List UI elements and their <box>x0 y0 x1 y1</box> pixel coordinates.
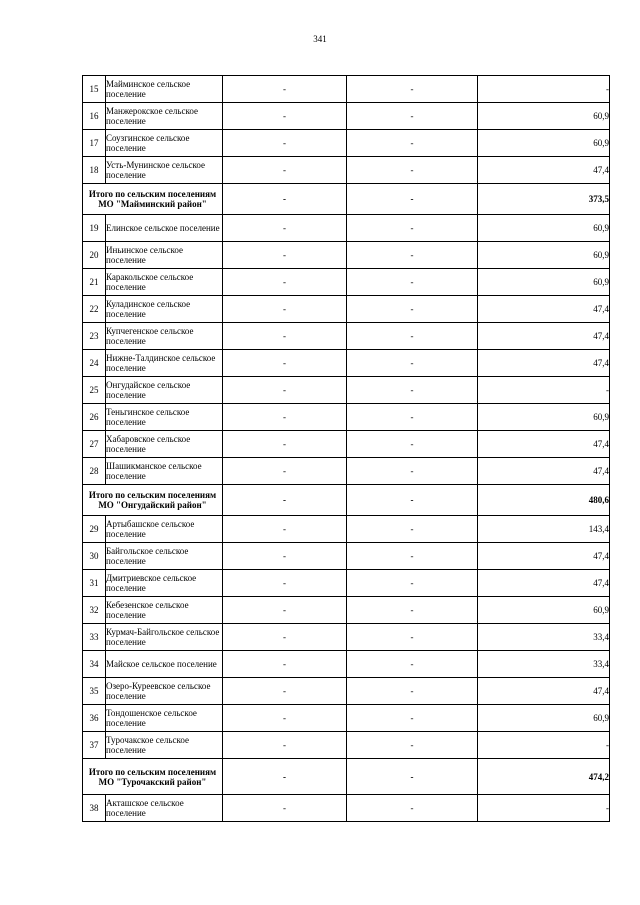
column-a-value: - <box>223 516 347 543</box>
column-a-value: - <box>223 458 347 485</box>
table-row <box>83 377 610 404</box>
subtotal-label: Итого по сельским поселениям МО "Майминский район" <box>83 184 223 215</box>
table-row <box>83 215 610 242</box>
column-b-value: - <box>347 759 478 795</box>
settlement-name: Куладинское сельское поселение <box>106 296 223 323</box>
row-number: 28 <box>83 458 106 485</box>
table-row <box>83 431 610 458</box>
column-b-value: - <box>347 651 478 678</box>
row-number: 18 <box>83 157 106 184</box>
column-c-value: 480,6 <box>478 485 610 516</box>
column-c-value: 47,4 <box>478 296 610 323</box>
column-a-value: - <box>223 597 347 624</box>
column-a-value: - <box>223 184 347 215</box>
table-row <box>83 157 610 184</box>
settlement-name: Курмач-Байгольское сельское поселение <box>106 624 223 651</box>
column-a-value: - <box>223 323 347 350</box>
settlement-name: Иньинское сельское поселение <box>106 242 223 269</box>
table-row <box>83 624 610 651</box>
column-c-value: 47,4 <box>478 543 610 570</box>
column-c-value: 60,9 <box>478 215 610 242</box>
column-b-value: - <box>347 732 478 759</box>
column-b-value: - <box>347 269 478 296</box>
subtotal-row <box>83 485 610 516</box>
column-a-value: - <box>223 76 347 103</box>
table-row <box>83 651 610 678</box>
subtotal-label: Итого по сельским поселениям МО "Турочакский район" <box>83 759 223 795</box>
subtotal-row <box>83 184 610 215</box>
row-number: 31 <box>83 570 106 597</box>
column-b-value: - <box>347 543 478 570</box>
table-row <box>83 76 610 103</box>
row-number: 32 <box>83 597 106 624</box>
row-number: 23 <box>83 323 106 350</box>
column-a-value: - <box>223 242 347 269</box>
column-c-value: - <box>478 76 610 103</box>
column-b-value: - <box>347 570 478 597</box>
column-a-value: - <box>223 705 347 732</box>
row-number: 34 <box>83 651 106 678</box>
column-b-value: - <box>347 795 478 822</box>
column-c-value: 143,4 <box>478 516 610 543</box>
settlement-name: Турочакское сельское поселение <box>106 732 223 759</box>
column-b-value: - <box>347 184 478 215</box>
column-c-value: 47,4 <box>478 458 610 485</box>
column-c-value: 373,5 <box>478 184 610 215</box>
row-number: 25 <box>83 377 106 404</box>
column-a-value: - <box>223 350 347 377</box>
column-c-value: 60,9 <box>478 103 610 130</box>
column-b-value: - <box>347 516 478 543</box>
table-row <box>83 296 610 323</box>
column-c-value: 60,9 <box>478 242 610 269</box>
column-c-value: 47,4 <box>478 323 610 350</box>
column-b-value: - <box>347 242 478 269</box>
column-a-value: - <box>223 678 347 705</box>
settlement-name: Елинское сельское поселение <box>106 215 223 242</box>
row-number: 33 <box>83 624 106 651</box>
column-a-value: - <box>223 431 347 458</box>
settlement-name: Усть-Мунинское сельское поселение <box>106 157 223 184</box>
table-row <box>83 543 610 570</box>
settlement-name: Тондошенское сельское поселение <box>106 705 223 732</box>
page-number: 341 <box>313 34 327 44</box>
column-a-value: - <box>223 759 347 795</box>
column-a-value: - <box>223 570 347 597</box>
column-c-value: 47,4 <box>478 157 610 184</box>
column-b-value: - <box>347 678 478 705</box>
column-a-value: - <box>223 543 347 570</box>
settlement-name: Теньгинское сельское поселение <box>106 404 223 431</box>
column-b-value: - <box>347 76 478 103</box>
settlement-name: Дмитриевское сельское поселение <box>106 570 223 597</box>
table-row <box>83 597 610 624</box>
settlement-name: Купчегенское сельское поселение <box>106 323 223 350</box>
settlement-name: Нижне-Талдинское сельское поселение <box>106 350 223 377</box>
settlement-name: Байгольское сельское поселение <box>106 543 223 570</box>
column-a-value: - <box>223 624 347 651</box>
table-row <box>83 705 610 732</box>
row-number: 20 <box>83 242 106 269</box>
settlement-name: Майминское сельское поселение <box>106 76 223 103</box>
column-b-value: - <box>347 130 478 157</box>
column-c-value: 60,9 <box>478 269 610 296</box>
row-number: 26 <box>83 404 106 431</box>
column-c-value: 474,2 <box>478 759 610 795</box>
column-b-value: - <box>347 157 478 184</box>
column-c-value: 60,9 <box>478 130 610 157</box>
column-a-value: - <box>223 296 347 323</box>
row-number: 27 <box>83 431 106 458</box>
column-b-value: - <box>347 103 478 130</box>
row-number: 38 <box>83 795 106 822</box>
column-c-value: - <box>478 795 610 822</box>
row-number: 36 <box>83 705 106 732</box>
column-c-value: - <box>478 732 610 759</box>
settlement-name: Соузгинское сельское поселение <box>106 130 223 157</box>
column-b-value: - <box>347 296 478 323</box>
row-number: 24 <box>83 350 106 377</box>
table-row <box>83 732 610 759</box>
column-a-value: - <box>223 269 347 296</box>
column-c-value: 47,4 <box>478 678 610 705</box>
row-number: 16 <box>83 103 106 130</box>
column-b-value: - <box>347 624 478 651</box>
column-a-value: - <box>223 377 347 404</box>
column-b-value: - <box>347 431 478 458</box>
column-c-value: 60,9 <box>478 705 610 732</box>
settlement-name: Майское сельское поселение <box>106 651 223 678</box>
budget-table <box>82 75 610 822</box>
column-a-value: - <box>223 795 347 822</box>
settlement-name: Манжерокское сельское поселение <box>106 103 223 130</box>
row-number: 30 <box>83 543 106 570</box>
column-c-value: 33,4 <box>478 651 610 678</box>
column-a-value: - <box>223 485 347 516</box>
column-b-value: - <box>347 215 478 242</box>
row-number: 29 <box>83 516 106 543</box>
table-row <box>83 516 610 543</box>
row-number: 15 <box>83 76 106 103</box>
column-b-value: - <box>347 377 478 404</box>
table-row <box>83 458 610 485</box>
column-b-value: - <box>347 323 478 350</box>
row-number: 19 <box>83 215 106 242</box>
table-row <box>83 242 610 269</box>
settlement-name: Онгудайское сельское поселение <box>106 377 223 404</box>
row-number: 35 <box>83 678 106 705</box>
table-row <box>83 795 610 822</box>
row-number: 22 <box>83 296 106 323</box>
column-c-value: 60,9 <box>478 597 610 624</box>
column-b-value: - <box>347 350 478 377</box>
column-a-value: - <box>223 130 347 157</box>
settlement-name: Каракольское сельское поселение <box>106 269 223 296</box>
settlement-name: Хабаровское сельское поселение <box>106 431 223 458</box>
column-c-value: 47,4 <box>478 570 610 597</box>
row-number: 17 <box>83 130 106 157</box>
column-b-value: - <box>347 485 478 516</box>
table-row <box>83 323 610 350</box>
column-a-value: - <box>223 651 347 678</box>
column-c-value: 60,9 <box>478 404 610 431</box>
column-a-value: - <box>223 103 347 130</box>
column-a-value: - <box>223 157 347 184</box>
table-row <box>83 269 610 296</box>
column-c-value: 47,4 <box>478 431 610 458</box>
table-row <box>83 404 610 431</box>
column-a-value: - <box>223 732 347 759</box>
table-row <box>83 103 610 130</box>
row-number: 37 <box>83 732 106 759</box>
settlement-name: Артыбашское сельское поселение <box>106 516 223 543</box>
column-b-value: - <box>347 458 478 485</box>
table-row <box>83 570 610 597</box>
table-body <box>83 76 610 822</box>
column-b-value: - <box>347 404 478 431</box>
table-row <box>83 350 610 377</box>
column-a-value: - <box>223 404 347 431</box>
settlement-name: Кебезенское сельское поселение <box>106 597 223 624</box>
settlement-name: Акташское сельское поселение <box>106 795 223 822</box>
subtotal-label: Итого по сельским поселениям МО "Онгудайский район" <box>83 485 223 516</box>
column-c-value: 33,4 <box>478 624 610 651</box>
table-row <box>83 130 610 157</box>
column-c-value: - <box>478 377 610 404</box>
column-a-value: - <box>223 215 347 242</box>
subtotal-row <box>83 759 610 795</box>
settlement-name: Шашикманское сельское поселение <box>106 458 223 485</box>
column-c-value: 47,4 <box>478 350 610 377</box>
column-b-value: - <box>347 597 478 624</box>
table-row <box>83 678 610 705</box>
settlement-name: Озеро-Куреевское сельское поселение <box>106 678 223 705</box>
column-b-value: - <box>347 705 478 732</box>
row-number: 21 <box>83 269 106 296</box>
